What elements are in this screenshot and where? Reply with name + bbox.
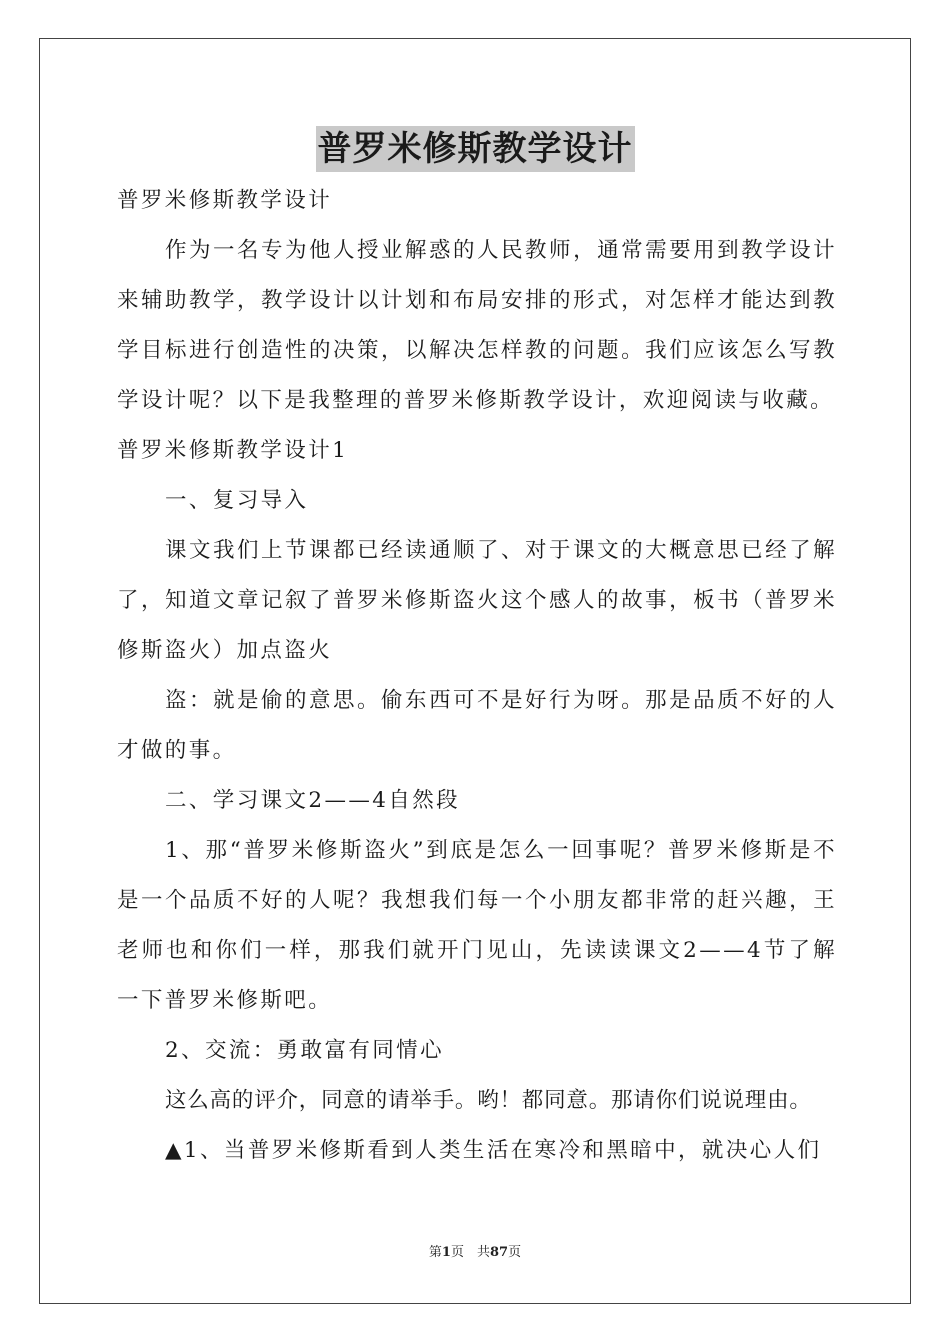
intro-paragraph: 作为一名专为他人授业解惑的人民教师，通常需要用到教学设计来辅助教学，教学设计以计划和布局安排的形式，对怎样才能达到教学目标进行创造性的决策，以解决怎样教的问题。我们应该怎么写教学设计呢？以下是我整理的普罗米修斯教学设计，欢迎阅读与收藏。 bbox=[117, 238, 837, 413]
footer-suffix: 页 bbox=[508, 1245, 522, 1260]
step-heading-2: 二、学习课文2——4自然段 bbox=[165, 788, 461, 813]
body-paragraph: 盗：就是偷的意思。偷东西可不是好行为呀。那是品质不好的人才做的事。 bbox=[117, 688, 837, 763]
subtitle-paragraph: 普罗米修斯教学设计 bbox=[117, 188, 333, 213]
body-paragraph: 课文我们上节课都已经读通顺了、对于课文的大概意思已经了解了，知道文章记叙了普罗米修斯盗火这个感人的故事，板书（普罗米修斯盗火）加点盗火 bbox=[117, 538, 837, 663]
body-paragraph: ▲1、当普罗米修斯看到人类生活在寒冷和黑暗中，就决心人们 bbox=[165, 1138, 822, 1163]
page-footer bbox=[0, 1244, 950, 1262]
document-title-text: 普罗米修斯教学设计 bbox=[316, 126, 635, 172]
footer-mid: 页 共 bbox=[450, 1245, 490, 1260]
footer-prefix: 第 bbox=[428, 1245, 442, 1260]
document-title bbox=[0, 126, 950, 172]
current-page-number: 1 bbox=[441, 1245, 451, 1260]
step-heading-1: 一、复习导入 bbox=[165, 488, 309, 513]
body-paragraph: 2、交流：勇敢富有同情心 bbox=[165, 1038, 444, 1063]
body-paragraph: 1、那“普罗米修斯盗火”到底是怎么一回事呢？普罗米修斯是不是一个品质不好的人呢？我想我们每一个小朋友都非常的赶兴趣，王老师也和你们一样，那我们就开门见山，先读读课文2——4节了解一下普罗米修斯吧。 bbox=[117, 838, 837, 1013]
document-body bbox=[117, 176, 837, 1176]
total-page-count: 87 bbox=[489, 1245, 509, 1260]
section-heading: 普罗米修斯教学设计1 bbox=[117, 438, 349, 463]
body-paragraph: 这么高的评介，同意的请举手。哟！都同意。那请你们说说理由。 bbox=[165, 1088, 812, 1113]
